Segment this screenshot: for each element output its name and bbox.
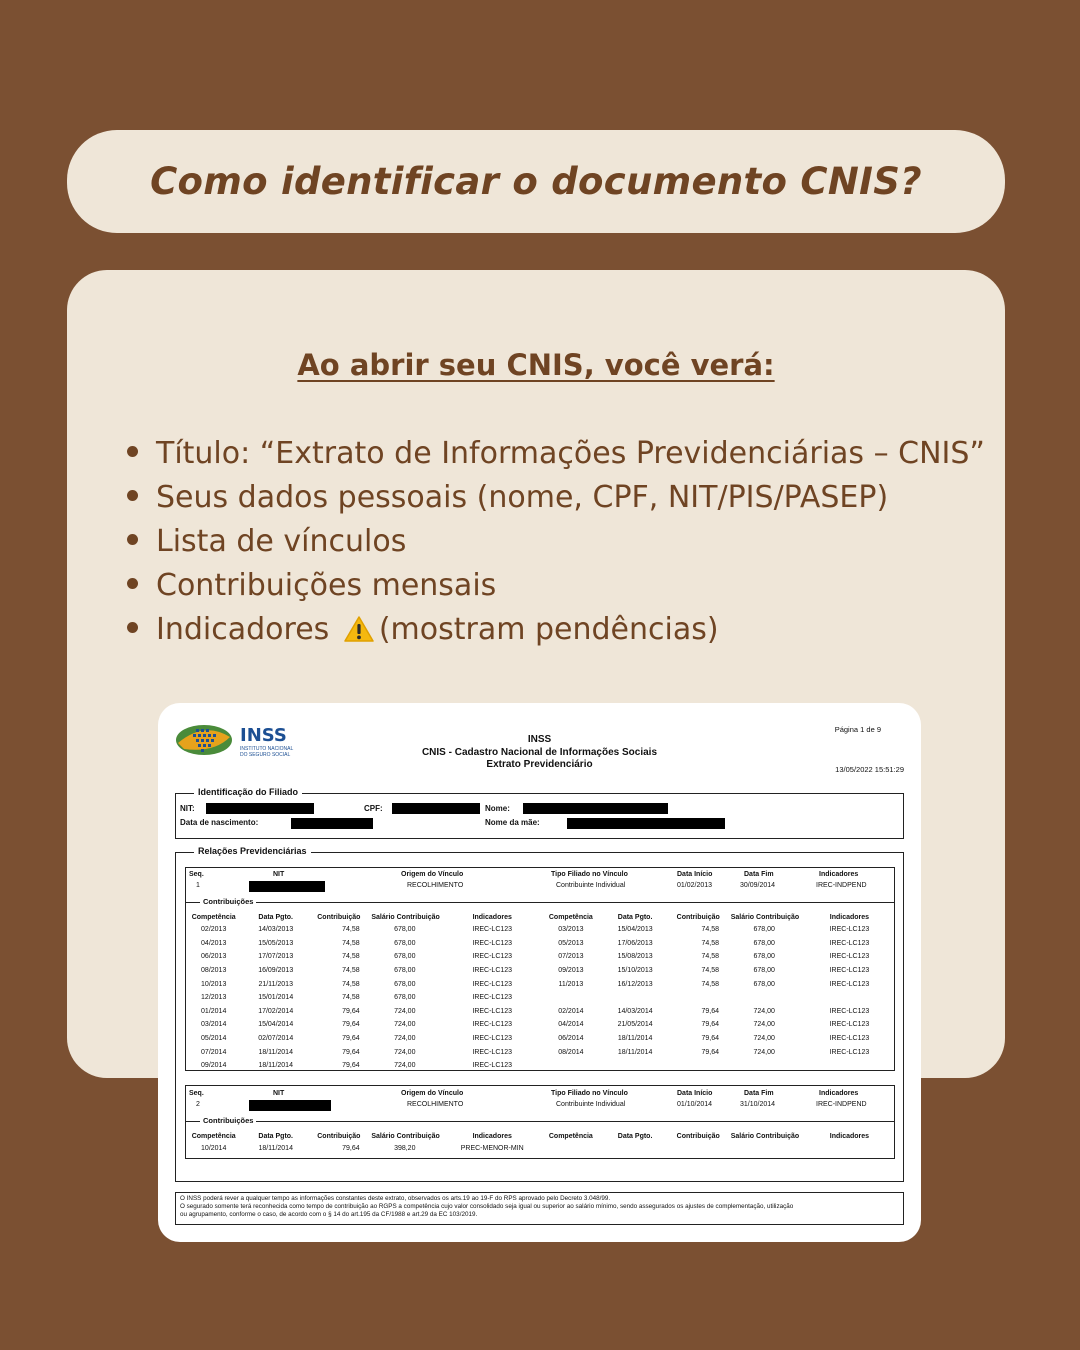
table-cell: 79,64 bbox=[342, 1035, 360, 1043]
column-header: Indicadores bbox=[472, 913, 512, 921]
table-cell: 10/2013 bbox=[201, 980, 227, 988]
column-header: Data Pgto. bbox=[617, 913, 653, 921]
column-header: Competência bbox=[548, 1132, 593, 1140]
table-cell: 74,58 bbox=[342, 953, 360, 961]
column-header: Competência bbox=[191, 1132, 236, 1140]
table-cell: IREC-LC123 bbox=[472, 953, 513, 961]
relations-section: Relações Previdenciárias bbox=[175, 852, 904, 1182]
table-cell: 724,00 bbox=[753, 1048, 775, 1056]
table-cell: 74,58 bbox=[701, 967, 720, 975]
table-cell: IREC-LC123 bbox=[472, 994, 513, 1002]
table-row bbox=[186, 937, 896, 951]
table-cell: 15/04/2014 bbox=[258, 1021, 294, 1029]
column-header: Salário Contribuição bbox=[371, 913, 440, 921]
table-cell: 74,58 bbox=[342, 994, 360, 1002]
table-cell: 74,58 bbox=[342, 967, 360, 975]
table-cell: 14/03/2014 bbox=[617, 1007, 653, 1015]
redacted-field bbox=[206, 803, 314, 814]
table-cell: 74,58 bbox=[701, 939, 720, 947]
table-cell: 79,64 bbox=[701, 1021, 720, 1029]
document-footer: O INSS poderá rever a qualquer tempo as informações constantes deste extrato, observados os arts.19 ao 19-F do RPS aprovado pelo Decreto 3.048/99. O segurado somente terá reconhecida como tempo de contribuição ao RGPS a competência cujo valor consolidado seja igual ou superior ao salário mínimo, sendo assegurados os ajustes de complementação, utilização ou agrupamento, conforme o caso, de acordo com o § 14 do art.195 da CF/1988 e art.29 da EC 103/2019. bbox=[175, 1192, 904, 1225]
table-cell: 678,00 bbox=[753, 926, 775, 934]
table-cell bbox=[803, 991, 896, 1005]
table-row bbox=[186, 1142, 896, 1156]
table-cell: IREC-LC123 bbox=[472, 1062, 513, 1070]
contributions-label: Contribuições bbox=[200, 897, 256, 906]
table-cell: IREC-LC123 bbox=[829, 939, 870, 947]
list-item: Seus dados pessoais (nome, CPF, NIT/PIS/PASEP) bbox=[127, 476, 985, 520]
table-cell bbox=[541, 991, 601, 1005]
table-cell: IREC-LC123 bbox=[829, 953, 870, 961]
table-cell: 74,58 bbox=[701, 980, 720, 988]
table-row bbox=[186, 1059, 896, 1073]
table-cell: 398,20 bbox=[394, 1145, 416, 1153]
list-item: Contribuições mensais bbox=[127, 564, 985, 608]
table-cell: 724,00 bbox=[394, 1062, 416, 1070]
table-cell: 678,00 bbox=[753, 953, 775, 961]
table-cell: IREC-LC123 bbox=[472, 1035, 513, 1043]
table-cell: 05/2014 bbox=[201, 1035, 227, 1043]
cnis-document-image: INSS INSTITUTO NACIONAL DO SEGURO SOCIAL INSS CNIS - Cadastro Nacional de Informações Sociais Extrato Previdenciário Página 1 de 9 13/05/2022 15:51:29 Identificação do Filiado NIT: CPF: Nome: Data de nascimento: Nome da mãe: Relações Previdenciárias Seq. NIT Origem do Vínculo Tipo Filiado no Vínculo Data Início Data Fim Indicadores 1 RECOLHIMENTO Contribuinte Individual 01/02/2013 30/09/2014 IREC-INDPEND Contribuições Competência Data Pgto. Contribuição Salário Contribuição Indicadores Competência Data Pgto. Contribuição Salário Contribuição Indicadores 02/2013 14/03/2013 74,58 678,00 IREC-LC123 03/2013 15/04/2013 74,58 678,00 IREC-LC123 04/2013 15/05/2013 74,58 678,00 IREC-LC123 05/2013 17/06/2013 74,58 678,00 IREC-LC123 06/2013 17/07/2013 74,58 678,00 IREC-LC123 07/2013 15/08/2013 74,58 678,00 IREC-LC123 08/2013 16/09/2013 74,58 678,00 IREC-LC123 09/2013 15/10/2013 74,58 678,00 IREC-LC123 10/2013 21/11/2013 74,58 678,00 IREC-LC123 11/2013 16/12/2013 74,58 678,00 IREC-LC123 12/2013 15/01/2014 74,58 678,00 IREC-LC123 01/2014 17/02/2014 79,64 724,00 IREC-LC123 02/2014 14/03/2014 79,64 724,00 IREC-LC123 03/2014 15/04/2014 79,64 724,00 IREC-LC123 04/2014 21/05/2014 79,64 724,00 IREC-LC123 05/2014 02/07/2014 79,64 724,00 IREC-LC123 06/2014 18/11/2014 79,64 724,00 IREC-LC123 07/2014 18/11/2014 79,64 724,00 IREC-LC123 08/2014 18/11/2014 79,64 724,00 IREC-LC123 09/2014 18/11/2014 79,64 724,00 IREC-LC123 Seq. NIT Origem do Vínculo Tipo Filiado no Vínculo Data Início Data Fim Indicadores 2 RECOLHIMENTO Contribuinte Individual 01/10/2014 31/10/2014 IREC-INDPEND Contribuições Competência Data Pgto. Contribuição Salário Contribuição Indicadores Competência Data Pgto. Contribuição Salário Contribuição Indicadores 10/2014 18/11/2014 79,64 398,20 PREC-MENOR-MIN O INSS poderá rever a qualquer tempo as informações constantes deste extrato, observados os arts.19 ao 19-F do RPS aprovado pelo Decreto 3.048/99. O segurado somente terá reconhecida como tempo de contribuição ao RGPS a competência cujo valor consolidado seja igual ou superior ao salário mínimo, sendo assegurados os ajustes de complementação, utilização ou agrupamento, conforme o caso, de acordo com o § 14 do art.195 da CF/1988 e art.29 da EC 103/2019. bbox=[158, 703, 921, 1242]
table-cell: 21/05/2014 bbox=[617, 1021, 653, 1029]
warning-icon bbox=[343, 615, 375, 643]
dot-icon bbox=[127, 490, 138, 501]
column-header: Salário Contribuição bbox=[730, 913, 800, 921]
column-header: Contribuição bbox=[317, 1132, 361, 1140]
table-cell: 01/2014 bbox=[201, 1007, 227, 1015]
table-cell: 15/05/2013 bbox=[258, 939, 294, 947]
table-cell bbox=[601, 1059, 670, 1073]
column-header: Salário Contribuição bbox=[371, 1132, 440, 1140]
table-cell bbox=[727, 991, 803, 1005]
table-row bbox=[186, 923, 896, 937]
table-cell: 17/02/2014 bbox=[258, 1007, 294, 1015]
table-cell: IREC-LC123 bbox=[472, 1021, 513, 1029]
table-row bbox=[186, 977, 896, 991]
table-cell: 724,00 bbox=[753, 1007, 775, 1015]
table-cell: 79,64 bbox=[342, 1021, 360, 1029]
column-header: Contribuição bbox=[676, 913, 720, 921]
table-cell: IREC-LC123 bbox=[829, 967, 870, 975]
dot-icon bbox=[127, 446, 138, 457]
table-cell: 16/09/2013 bbox=[258, 967, 294, 975]
table-cell bbox=[803, 1059, 896, 1073]
table-cell: 17/06/2013 bbox=[617, 939, 653, 947]
table-cell: 09/2013 bbox=[558, 967, 584, 975]
table-row bbox=[186, 1032, 896, 1046]
table-cell: 04/2014 bbox=[558, 1021, 584, 1029]
table-cell: 05/2013 bbox=[558, 939, 584, 947]
dot-icon bbox=[127, 578, 138, 589]
table-cell: 08/2013 bbox=[201, 967, 227, 975]
column-header: Data Pgto. bbox=[617, 1132, 653, 1140]
table-cell bbox=[727, 1059, 803, 1073]
table-cell: IREC-LC123 bbox=[829, 1007, 870, 1015]
table-row bbox=[186, 964, 896, 978]
table-cell: 10/2014 bbox=[201, 1145, 227, 1153]
table-cell bbox=[541, 1059, 601, 1073]
redacted-field bbox=[523, 803, 668, 814]
table-cell: 678,00 bbox=[394, 939, 416, 947]
column-header: Data Pgto. bbox=[258, 913, 294, 921]
table-cell: IREC-LC123 bbox=[472, 1048, 513, 1056]
table-cell: 06/2014 bbox=[558, 1035, 584, 1043]
table-cell: 678,00 bbox=[753, 980, 775, 988]
table-cell: 18/11/2014 bbox=[617, 1048, 653, 1056]
divider bbox=[185, 902, 895, 903]
table-cell: IREC-LC123 bbox=[829, 1021, 870, 1029]
table-cell: 678,00 bbox=[394, 953, 416, 961]
redacted-field bbox=[291, 818, 373, 829]
inss-logo-text: INSS INSTITUTO NACIONAL DO SEGURO SOCIAL bbox=[240, 725, 294, 758]
column-header: Competência bbox=[191, 913, 236, 921]
table-header-row bbox=[186, 911, 896, 923]
dot-icon bbox=[127, 534, 138, 545]
column-header: Salário Contribuição bbox=[730, 1132, 800, 1140]
table-cell bbox=[669, 1059, 727, 1073]
table-cell: 07/2013 bbox=[558, 953, 584, 961]
table-cell: 21/11/2013 bbox=[258, 980, 293, 988]
table-cell: 15/10/2013 bbox=[617, 967, 653, 975]
table-cell: 678,00 bbox=[394, 926, 416, 934]
table-cell: IREC-LC123 bbox=[472, 1007, 513, 1015]
column-header: Competência bbox=[548, 913, 593, 921]
redacted-field bbox=[567, 818, 725, 829]
table-cell: 74,58 bbox=[342, 939, 360, 947]
dot-icon bbox=[127, 622, 138, 633]
table-cell: 15/04/2013 bbox=[617, 926, 653, 934]
divider bbox=[185, 1121, 895, 1122]
table-cell: 74,58 bbox=[342, 980, 360, 988]
table-cell: 03/2013 bbox=[558, 926, 584, 934]
identification-section: Identificação do Filiado NIT: CPF: Nome: Data de nascimento: Nome da mãe: bbox=[175, 793, 904, 839]
table-cell: IREC-LC123 bbox=[472, 926, 513, 934]
contributions-table bbox=[186, 911, 896, 1073]
table-cell: 17/07/2013 bbox=[258, 953, 294, 961]
table-cell: IREC-LC123 bbox=[472, 980, 513, 988]
table-row bbox=[186, 1018, 896, 1032]
table-cell: 12/2013 bbox=[201, 994, 227, 1002]
column-header: Contribuição bbox=[317, 913, 361, 921]
page-number: Página 1 de 9 bbox=[834, 725, 881, 734]
table-cell: 18/11/2014 bbox=[258, 1048, 293, 1056]
bullet-list bbox=[127, 432, 985, 652]
table-cell: 678,00 bbox=[753, 967, 775, 975]
table-cell: 74,58 bbox=[342, 926, 360, 934]
table-cell bbox=[669, 1142, 727, 1156]
table-cell: 02/2013 bbox=[201, 926, 227, 934]
table-cell: 79,64 bbox=[701, 1035, 720, 1043]
table-cell bbox=[601, 991, 670, 1005]
redacted-field bbox=[392, 803, 480, 814]
table-cell: 79,64 bbox=[342, 1007, 360, 1015]
table-cell bbox=[803, 1142, 896, 1156]
redacted-field bbox=[249, 1100, 331, 1111]
table-cell: 678,00 bbox=[394, 994, 416, 1002]
list-item: Título: “Extrato de Informações Previdenciárias – CNIS” bbox=[127, 432, 985, 476]
table-cell: 06/2013 bbox=[201, 953, 227, 961]
list-item: Indicadores (mostram pendências) bbox=[127, 608, 985, 652]
table-row bbox=[186, 1045, 896, 1059]
table-cell: 18/11/2014 bbox=[617, 1035, 653, 1043]
table-row bbox=[186, 950, 896, 964]
table-cell: IREC-LC123 bbox=[829, 980, 870, 988]
page-title: Como identificar o documento CNIS? bbox=[150, 160, 922, 203]
table-cell: 02/2014 bbox=[558, 1007, 584, 1015]
list-item: Lista de vínculos bbox=[127, 520, 985, 564]
table-cell: 724,00 bbox=[394, 1048, 416, 1056]
table-row bbox=[186, 991, 896, 1005]
table-cell: 678,00 bbox=[394, 980, 416, 988]
column-header: Indicadores bbox=[829, 913, 870, 921]
table-cell: 15/01/2014 bbox=[258, 994, 294, 1002]
table-cell: 79,64 bbox=[342, 1145, 360, 1153]
table-cell: 18/11/2014 bbox=[258, 1145, 293, 1153]
table-cell: IREC-LC123 bbox=[472, 939, 513, 947]
table-cell: 02/07/2014 bbox=[258, 1035, 294, 1043]
column-header: Indicadores bbox=[472, 1132, 512, 1140]
table-cell: 03/2014 bbox=[201, 1021, 227, 1029]
table-row bbox=[186, 1005, 896, 1019]
redacted-field bbox=[249, 881, 325, 892]
table-cell: 74,58 bbox=[701, 953, 720, 961]
table-cell bbox=[669, 991, 727, 1005]
table-cell: 724,00 bbox=[753, 1021, 775, 1029]
table-cell bbox=[601, 1142, 670, 1156]
table-cell: 08/2014 bbox=[558, 1048, 584, 1056]
contributions-table bbox=[186, 1130, 896, 1156]
table-cell: 724,00 bbox=[394, 1021, 416, 1029]
table-cell: IREC-LC123 bbox=[829, 926, 870, 934]
table-cell: 79,64 bbox=[342, 1048, 360, 1056]
table-cell: 11/2013 bbox=[558, 980, 584, 988]
table-cell bbox=[727, 1142, 803, 1156]
table-cell bbox=[541, 1142, 601, 1156]
table-cell: 15/08/2013 bbox=[617, 953, 653, 961]
table-cell: 678,00 bbox=[753, 939, 775, 947]
table-cell: IREC-LC123 bbox=[829, 1035, 870, 1043]
column-header: Contribuição bbox=[676, 1132, 720, 1140]
contributions-label: Contribuições bbox=[200, 1116, 256, 1125]
table-cell: 724,00 bbox=[753, 1035, 775, 1043]
table-cell: 14/03/2013 bbox=[258, 926, 294, 934]
title-banner bbox=[67, 130, 1005, 233]
table-cell: 678,00 bbox=[394, 967, 416, 975]
column-header: Data Pgto. bbox=[258, 1132, 294, 1140]
table-cell: 79,64 bbox=[701, 1007, 720, 1015]
table-cell: 724,00 bbox=[394, 1007, 416, 1015]
table-cell: IREC-LC123 bbox=[472, 967, 513, 975]
table-cell: IREC-LC123 bbox=[829, 1048, 870, 1056]
table-cell: 79,64 bbox=[342, 1062, 360, 1070]
table-cell: 79,64 bbox=[701, 1048, 720, 1056]
column-header: Indicadores bbox=[829, 1132, 870, 1140]
table-cell: 09/2014 bbox=[201, 1062, 227, 1070]
table-cell: PREC-MENOR-MIN bbox=[460, 1145, 524, 1153]
table-cell: 724,00 bbox=[394, 1035, 416, 1043]
document-header: INSS CNIS - Cadastro Nacional de Informações Sociais Extrato Previdenciário bbox=[421, 734, 658, 770]
table-header-row bbox=[186, 1130, 896, 1142]
table-cell: 07/2014 bbox=[201, 1048, 227, 1056]
section-heading: Ao abrir seu CNIS, você verá: bbox=[297, 348, 775, 382]
table-cell: 18/11/2014 bbox=[258, 1062, 293, 1070]
table-cell: 04/2013 bbox=[201, 939, 227, 947]
table-cell: 16/12/2013 bbox=[617, 980, 653, 988]
timestamp: 13/05/2022 15:51:29 bbox=[835, 765, 904, 774]
table-cell: 74,58 bbox=[701, 926, 720, 934]
